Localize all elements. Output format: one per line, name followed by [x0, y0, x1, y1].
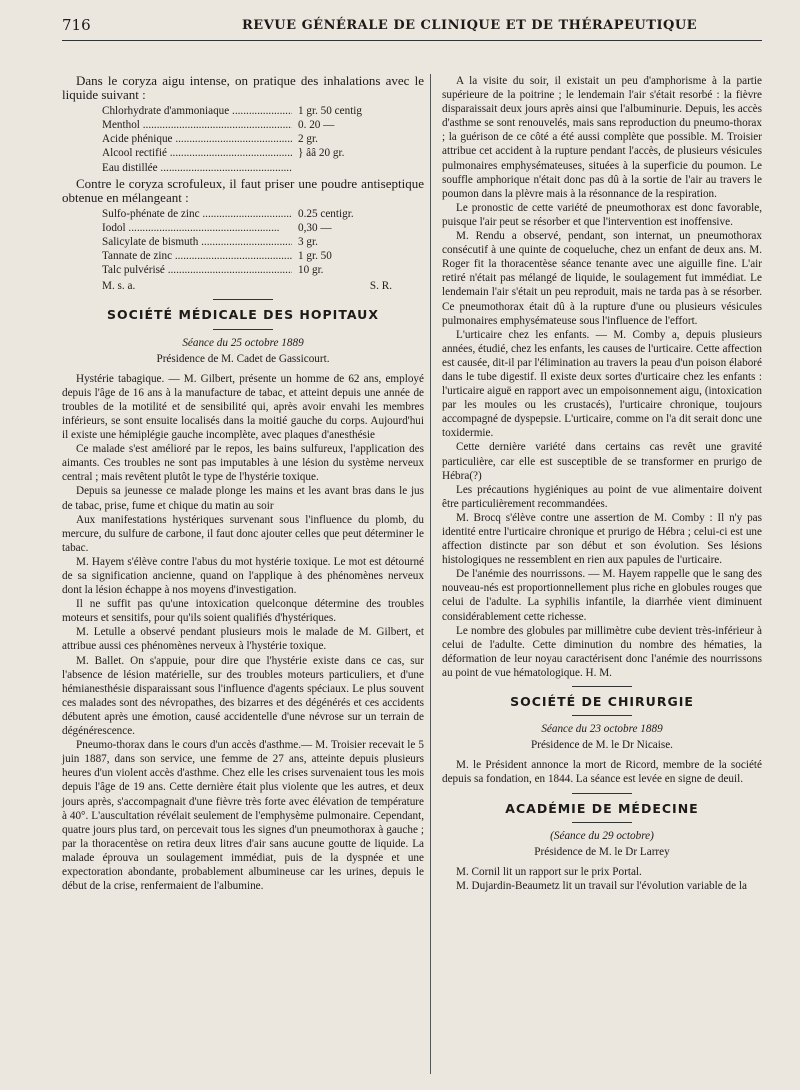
rx-signature — [102, 279, 392, 293]
rx-quantity: 10 gr. — [298, 264, 324, 277]
rx-ingredient: Salicylate de bismuth ..... — [102, 235, 292, 249]
paragraph: M. Dujardin-Beaumetz lit un travail sur l'évolution variable de la — [456, 879, 747, 892]
rx-line — [102, 104, 424, 118]
rx-line — [102, 263, 424, 277]
paragraph: M. Letulle a observé pendant plusieurs mois le malade de M. Gilbert, et attribue aussi ces phénomènes nerveux à l'hystérie toxique. — [62, 626, 424, 653]
rx-quantity: 2 gr. — [298, 133, 318, 146]
rx-line — [102, 146, 424, 160]
section-title: SOCIÉTÉ MÉDICALE DES HOPITAUX — [107, 307, 379, 323]
prescription-1 — [102, 104, 424, 174]
paragraph: Les précautions hygiéniques au point de vue alimentaire doivent être particulièrement recommandées. — [442, 483, 762, 510]
session-date: (Séance du 29 octobre) — [550, 829, 654, 842]
paragraph: Il ne suffit pas qu'une intoxication quelconque détermine des troubles moteurs et sensitifs, pour qu'ils soient qualifiés d'hystériques. — [62, 598, 424, 625]
section-rule — [213, 299, 273, 300]
rx-line — [102, 132, 424, 146]
paragraph: A la visite du soir, il existait un peu d'amphorisme à la partie supérieure de la poitrine ; le lendemain l'air s'était resorbé : la fièvre disparaissait deux jours après ainsi que l'albuminurie. Depuis, les accès d'asthme se sont renouvelés, mais sans reproduction du pneumo-thorax ; la guérison de ce côté a été aussi complète que possible. M. Troisier attribue cet accident à la rupture pendant l'accès, de plusieurs vésicules pulmonaires emphysémateuses, situées à la superficie du poumon. Le souffle amphorique n'était donc pas dû à la sortie de l'air au travers le poumon dans la plèvre mais à la résonnance de la respiration. — [442, 75, 762, 200]
rx-quantity: 0. 20 — — [298, 119, 335, 132]
paragraph: Le pronostic de cette variété de pneumothorax est donc favorable, puisque l'air peut se résorber et que l'intervention est inoffensive. — [442, 201, 762, 228]
rx-line — [102, 161, 424, 175]
paragraph: Aux manifestations hystériques survenant sous l'influence du plomb, du mercure, du sulfure de carbone, il faut donc ajouter celles que peut déterminer le tabac. — [62, 513, 424, 554]
right-column — [442, 74, 762, 893]
rx-ingredient: Alcool rectifié ..... — [102, 146, 292, 160]
left-column — [62, 74, 424, 893]
rx-ingredient: Acide phénique ..... — [102, 132, 292, 146]
rx-line — [102, 207, 424, 221]
rx-ingredient: Menthol ..... — [102, 118, 292, 132]
rx-quantity: 1 gr. 50 centig — [298, 105, 363, 118]
running-title: REVUE GÉNÉRALE DE CLINIQUE ET DE THÉRAPEUTIQUE — [242, 18, 698, 33]
presidency: Présidence de M. le Dr Nicaise. — [531, 739, 673, 752]
section-rule — [572, 793, 632, 794]
paragraph: M. Rendu a observé, pendant, son internat, un pneumothorax consécutif à une quinte de coqueluche, chez un enfant de deux ans. M. Roger fit la thoracentèse séance tenante avec une aiguille fine. L'air retiré n'était pas mélangé de liquide, le soulagement fut immédiat. Le lendemain l'air s'était un peu reproduit, mais ne tarda pas à se résorber. Ce pneumothorax était dû à la rupture d'une ou plusieurs vésicules pulmonaires emphysémateuse sous l'influence de l'effort. — [442, 230, 762, 327]
rx-line — [102, 118, 424, 132]
column-divider — [430, 74, 431, 1074]
page-number: 716 — [62, 16, 91, 34]
section-title: ACADÉMIE DE MÉDECINE — [505, 800, 699, 816]
rx-ingredient: Eau distillée ..... — [102, 161, 292, 175]
rx-ingredient: Iodol ..... — [102, 221, 292, 235]
header-rule — [62, 40, 762, 41]
paragraph: Dans le coryza aigu intense, on pratique des inhalations avec le liquide suivant : — [62, 73, 424, 103]
rx-quantity: 3 gr. — [298, 236, 318, 249]
rx-ingredient: Talc pulvérisé ..... — [102, 263, 292, 277]
paragraph: M. Brocq s'élève contre une assertion de M. Comby : Il n'y pas identité entre l'urticaire chronique et prurigo de Hébra ; celui-ci est une affection distincte par son début et son évolution. Ses lésions histologiques ne ressemblent en rien aux papules de l'urticaire. — [442, 511, 762, 567]
author-initials: S. R. — [369, 280, 392, 293]
paragraph: Ce malade s'est amélioré par le repos, les bains sulfureux, l'application des aimants. Ces troubles ne sont pas imputables à une lésion du système nerveux central ; mais revêtent plutôt le type de l'hystérie toxique. — [62, 443, 424, 484]
rx-quantity: 0,30 — — [298, 221, 332, 234]
paragraph: M. le Président annonce la mort de Ricord, membre de la société depuis sa fondation, en 1844. La séance est levée en signe de deuil. — [442, 759, 762, 786]
section-rule — [213, 329, 273, 330]
prescription-2 — [102, 207, 424, 277]
session-date: Séance du 23 octobre 1889 — [541, 723, 663, 736]
ms-label: M. s. a. — [102, 280, 136, 293]
section-rule — [572, 822, 632, 823]
presidency: Présidence de M. Cadet de Gassicourt. — [156, 352, 330, 365]
rx-ingredient: Sulfo-phénate de zinc ..... — [102, 207, 292, 221]
paragraph: M. Cornil lit un rapport sur le prix Portal. — [456, 865, 642, 878]
paragraph: Contre le coryza scrofuleux, il faut priser une poudre antiseptique obtenue en mélangeant : — [62, 175, 424, 205]
paragraph: M. Ballet. On s'appuie, pour dire que l'hystérie existe dans ce cas, sur l'absence de lésion matérielle, sur des troubles moteurs particuliers, et d'une hémianesthésie disparaissant sous l'influence d'agents spéciaux. Le plus souvent ces malades sont des névropathes, des bizarres et des dégénérés et ces accidents débutent après une émotion, causé accidentelle d'une névrose sur un terrain de dégénérescence. — [62, 654, 424, 738]
paragraph: L'urticaire chez les enfants. — M. Comby a, depuis plusieurs années, étudié, chez les enfants, les causes de l'urticaire. Cette affection est causée, dit-il par l'élimination au travers la peau d'un poison élaboré dans le tube digestif. Il existe deux sortes d'urticaire chez les enfants : l'urticaire aiguë en rapport avec un empoisonnement aigu, (intoxication par les moules ou les crustacés), l'urticaire chronique, toujours accompagné de dyspepsie. L'urticaire, comme on l'a dit serait donc une toxidermie. — [442, 328, 762, 440]
presidency: Présidence de M. le Dr Larrey — [534, 845, 670, 858]
paragraph: M. Hayem s'élève contre l'abus du mot hystérie toxique. Le mot est détourné de sa signification ancienne, quand on l'applique à des phénomènes nerveux dont la lésion échappe à nos moyens d'investigation. — [62, 555, 424, 597]
section-title: SOCIÉTÉ DE CHIRURGIE — [510, 694, 694, 710]
paragraph: Pneumo-thorax dans le cours d'un accès d'asthme.— M. Troisier recevait le 5 juin 1887, dans son service, une femme de 27 ans, atteinte depuis plusieurs heures d'un violent accès d'asthme. Chez elle les crises survenaient tous les mois depuis l'âge de 19 ans. Cette dernière était plus violente que les autres, et deux jours après, s'accompagnait d'une fièvre très forte avec élévation de température à 40°. L'auscultation révélait seulement de l'emphysème pulmonaire. Cependant, quatre jours plus tard, on percevait tous les signes d'un pneumothorax à gauche ; par la thoracentèse on retira deux litres d'air sans aucune goutte de liquide. La malade éprouva un soulagement immédiat, puis de la dyspnée et une expectoration abondante, probablement albumineuse car les urines, depuis le début de la crise, renfermaient de l'albumine. — [62, 739, 424, 893]
rx-ingredient: Chlorhydrate d'ammoniaque ..... — [102, 104, 292, 118]
section-rule — [572, 715, 632, 716]
rx-line — [102, 249, 424, 263]
paragraph: Le nombre des globules par millimètre cube devient très-inférieur à celui de l'adulte. Cette diminution du nombre des hématies, la déformation de leur noyau caractérisent donc l'anémie des nourrissons au point de vue hématologique. H. M. — [442, 624, 762, 679]
paragraph: De l'anémie des nourrissons. — M. Hayem rappelle que le sang des nouveau-nés est proportionnellement plus riche en globules rouges que celui de l'adulte. La syphilis infantile, la diarrhée vient diminuent considérablement cette richesse. — [442, 568, 762, 623]
rx-line — [102, 235, 424, 249]
rx-quantity: 1 gr. 50 — [298, 250, 332, 263]
session-date: Séance du 25 octobre 1889 — [182, 336, 304, 349]
rx-ingredient: Tannate de zinc ..... — [102, 249, 292, 263]
paragraph: Hystérie tabagique. — M. Gilbert, présente un homme de 62 ans, employé depuis l'âge de 16 ans à la manufacture de tabac, et atteint depuis une année de troubles de la motilité et de sensibilité qui, après avoir envahi les membres inférieurs, se sont ensuite localisés dans la moitié gauche du corps. Aujourd'hui il existe une hémiplégie gauche incomplète, avec plaques d'anesthésie — [62, 372, 424, 442]
paragraph: Depuis sa jeunesse ce malade plonge les mains et les avant bras dans le jus de tabac, prise, fume et chique du matin au soir — [62, 485, 424, 512]
rx-quantity — [292, 161, 424, 175]
rx-quantity: } ââ 20 gr. — [298, 147, 345, 160]
rx-quantity: 0.25 centigr. — [298, 207, 354, 220]
page-header — [62, 12, 762, 36]
rx-line — [102, 221, 424, 235]
paragraph: Cette dernière variété dans certains cas revêt une gravité particulière, car elle est susceptible de se transformer en prurigo de Hébra(?) — [442, 441, 762, 482]
section-rule — [572, 686, 632, 687]
